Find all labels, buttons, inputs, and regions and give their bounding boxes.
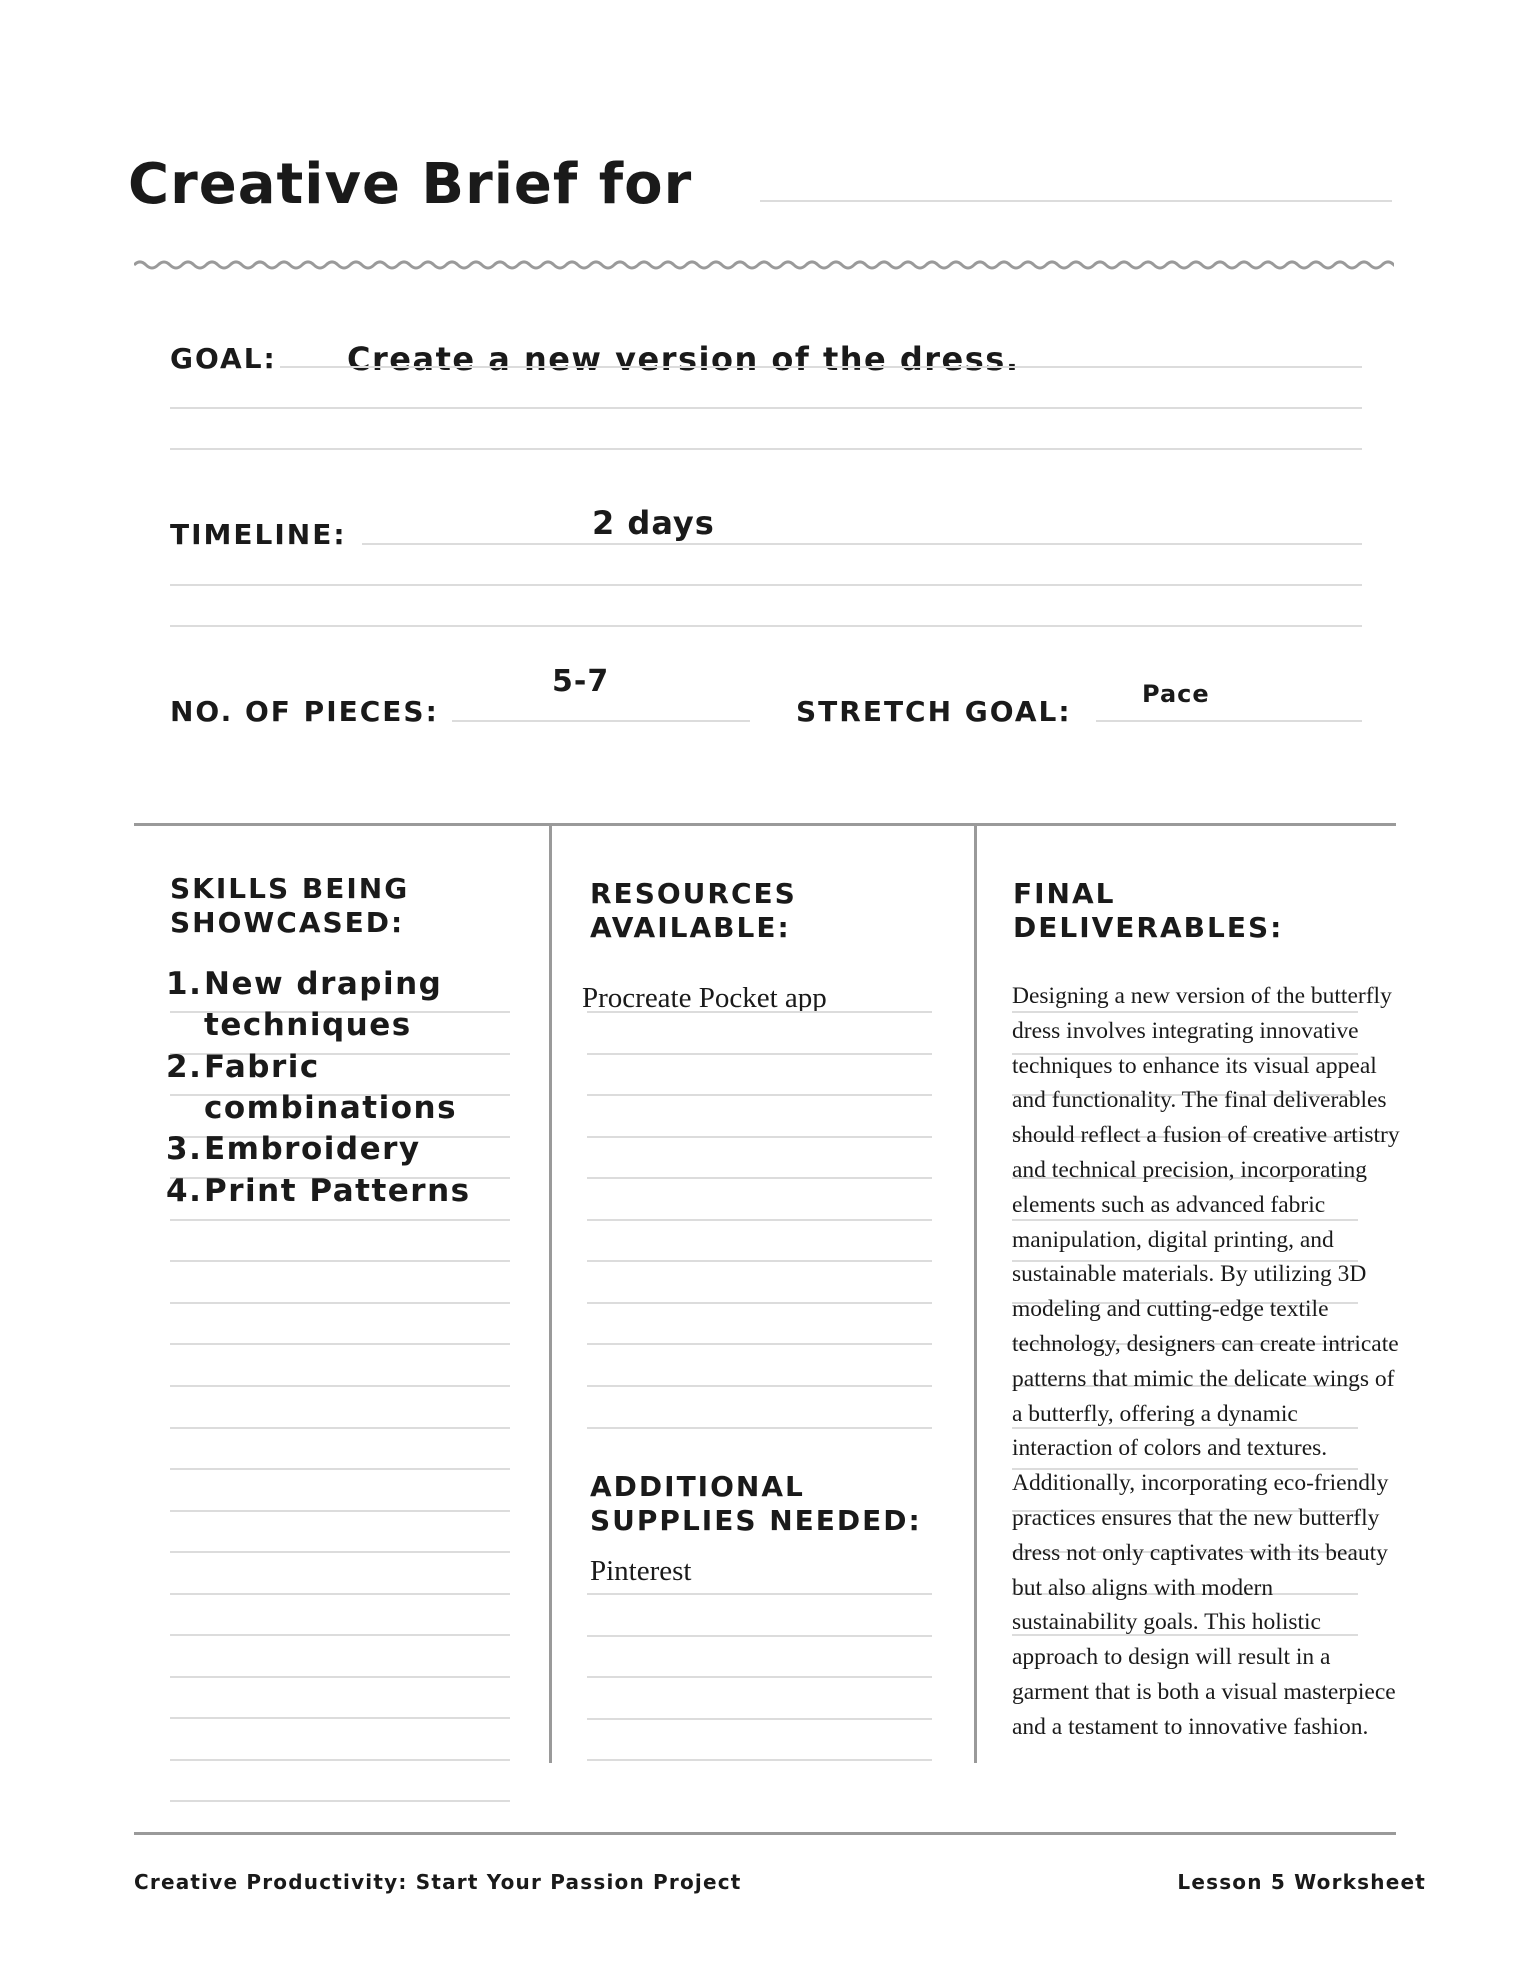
resources-line-10[interactable] — [587, 1385, 932, 1387]
deliverables-line-text: patterns that mimic the delicate wings of — [1012, 1365, 1395, 1392]
supplies-line-2[interactable] — [587, 1635, 932, 1637]
skill-number: 3. — [166, 1131, 203, 1168]
skills-line-19[interactable] — [170, 1759, 510, 1761]
stretch-goal-line[interactable] — [1096, 720, 1362, 722]
deliverables-line-text: and functionality. The final deliverables — [1012, 1087, 1387, 1114]
skill-item[interactable] — [166, 1171, 526, 1212]
skill-text: Print Patterns — [204, 1172, 471, 1209]
skills-line-11[interactable] — [170, 1427, 510, 1429]
stretch-goal-value[interactable]: Pace — [1142, 680, 1210, 708]
deliverables-heading: FINAL DELIVERABLES: — [1013, 877, 1284, 944]
skills-line-10[interactable] — [170, 1385, 510, 1387]
skills-line-6[interactable] — [170, 1219, 510, 1221]
timeline-label: TIMELINE: — [170, 518, 347, 551]
skills-heading: SKILLS BEING SHOWCASED: — [170, 872, 410, 939]
skills-line-7[interactable] — [170, 1260, 510, 1262]
skill-number: 4. — [166, 1172, 203, 1209]
deliverables-line-text: practices ensures that the new butterfly — [1012, 1504, 1380, 1531]
stretch-goal-label: STRETCH GOAL: — [796, 695, 1072, 728]
resources-line-6[interactable] — [587, 1219, 932, 1221]
goal-line-1[interactable] — [280, 366, 1362, 368]
resources-line-7[interactable] — [587, 1260, 932, 1262]
timeline-value[interactable]: 2 days — [592, 504, 715, 542]
resources-heading: RESOURCES AVAILABLE: — [590, 877, 797, 944]
skills-line-14[interactable] — [170, 1551, 510, 1553]
skills-line-8[interactable] — [170, 1302, 510, 1304]
resources-line-3[interactable] — [587, 1094, 932, 1096]
deliverables-line-text: technology, designers can create intricate — [1012, 1330, 1399, 1357]
resources-line-1[interactable] — [587, 1011, 932, 1013]
deliverables-line-text: dress not only captivates with its beauty — [1012, 1539, 1388, 1566]
section-divider-bottom — [134, 1832, 1396, 1835]
skills-line-15[interactable] — [170, 1593, 510, 1595]
wavy-divider — [134, 254, 1394, 276]
column-divider-2 — [974, 823, 977, 1763]
deliverables-line-text: but also aligns with modern — [1012, 1574, 1274, 1601]
deliverables-line-text: garment that is both a visual masterpiece — [1012, 1678, 1396, 1705]
resources-line-4[interactable] — [587, 1136, 932, 1138]
pieces-line[interactable] — [452, 720, 750, 722]
deliverables-line-text: and technical precision, incorporating — [1012, 1156, 1367, 1183]
deliverables-line-text: Designing a new version of the butterfly — [1012, 983, 1392, 1009]
deliverables-line-text: interaction of colors and textures. — [1012, 1435, 1328, 1462]
skill-item[interactable] — [166, 964, 526, 1047]
skill-text: combinations — [204, 1089, 458, 1126]
pieces-value[interactable]: 5-7 — [552, 664, 610, 699]
goal-value[interactable]: Create a new version of the dress. — [347, 340, 1020, 378]
resources-line-11[interactable] — [587, 1427, 932, 1429]
timeline-line-1[interactable] — [362, 543, 1362, 545]
resources-line-5[interactable] — [587, 1177, 932, 1179]
footer-course-title: Creative Productivity: Start Your Passion Project — [134, 1870, 742, 1894]
skill-item[interactable] — [166, 1047, 526, 1130]
deliverables-line-text: manipulation, digital printing, and — [1012, 1226, 1334, 1253]
skills-line-13[interactable] — [170, 1510, 510, 1512]
skills-line-20[interactable] — [170, 1800, 510, 1802]
skill-text: Embroidery — [204, 1131, 421, 1168]
deliverables-line-text: dress involves integrating innovative — [1012, 1017, 1359, 1044]
skills-line-16[interactable] — [170, 1634, 510, 1636]
supplies-line-4[interactable] — [587, 1718, 932, 1720]
skill-text: techniques — [204, 1007, 412, 1044]
supplies-value[interactable]: Pinterest — [590, 1555, 692, 1587]
supplies-line-3[interactable] — [587, 1676, 932, 1678]
supplies-heading: ADDITIONAL SUPPLIES NEEDED: — [590, 1470, 922, 1537]
deliverables-line-text: sustainability goals. This holistic — [1012, 1609, 1321, 1636]
skill-item[interactable] — [166, 1129, 526, 1170]
deliverables-line-text: should reflect a fusion of creative artistry — [1012, 1122, 1400, 1149]
skill-text: New draping — [204, 966, 443, 1002]
deliverables-line-text: and a testament to innovative fashion. — [1012, 1713, 1369, 1740]
deliverables-line-text: approach to design will result in a — [1012, 1644, 1331, 1671]
skill-text: Fabric — [204, 1048, 320, 1085]
deliverables-line-text: Additionally, incorporating eco-friendly — [1012, 1470, 1389, 1497]
skill-number: 1. — [166, 966, 203, 1002]
supplies-line-1[interactable] — [587, 1593, 932, 1595]
pieces-label: NO. OF PIECES: — [170, 695, 439, 728]
deliverables-text[interactable] — [1012, 979, 1400, 1745]
skills-line-9[interactable] — [170, 1343, 510, 1345]
deliverables-line-text: techniques to enhance its visual appeal — [1012, 1052, 1377, 1079]
skills-line-18[interactable] — [170, 1717, 510, 1719]
deliverables-line-text: elements such as advanced fabric — [1012, 1191, 1326, 1218]
skills-line-12[interactable] — [170, 1468, 510, 1470]
resources-line-8[interactable] — [587, 1302, 932, 1304]
timeline-line-2[interactable] — [170, 584, 1362, 586]
page-title: Creative Brief for — [128, 152, 693, 217]
resources-line-2[interactable] — [587, 1053, 932, 1055]
deliverables-line-text: sustainable materials. By utilizing 3D — [1012, 1261, 1367, 1288]
supplies-line-5[interactable] — [587, 1759, 932, 1761]
skill-number: 2. — [166, 1048, 203, 1085]
resources-line-9[interactable] — [587, 1343, 932, 1345]
section-divider-top — [134, 823, 1396, 826]
deliverables-line-text: a butterfly, offering a dynamic — [1012, 1400, 1298, 1427]
footer-lesson: Lesson 5 Worksheet — [1177, 1870, 1426, 1894]
goal-line-2[interactable] — [170, 407, 1362, 409]
deliverables-line-text: modeling and cutting-edge textile — [1012, 1296, 1329, 1323]
title-line[interactable] — [760, 200, 1392, 202]
goal-label: GOAL: — [170, 342, 277, 375]
goal-line-3[interactable] — [170, 448, 1362, 450]
skills-line-17[interactable] — [170, 1676, 510, 1678]
resources-value[interactable]: Procreate Pocket app — [582, 982, 827, 1014]
timeline-line-3[interactable] — [170, 625, 1362, 627]
column-divider-1 — [549, 823, 552, 1763]
